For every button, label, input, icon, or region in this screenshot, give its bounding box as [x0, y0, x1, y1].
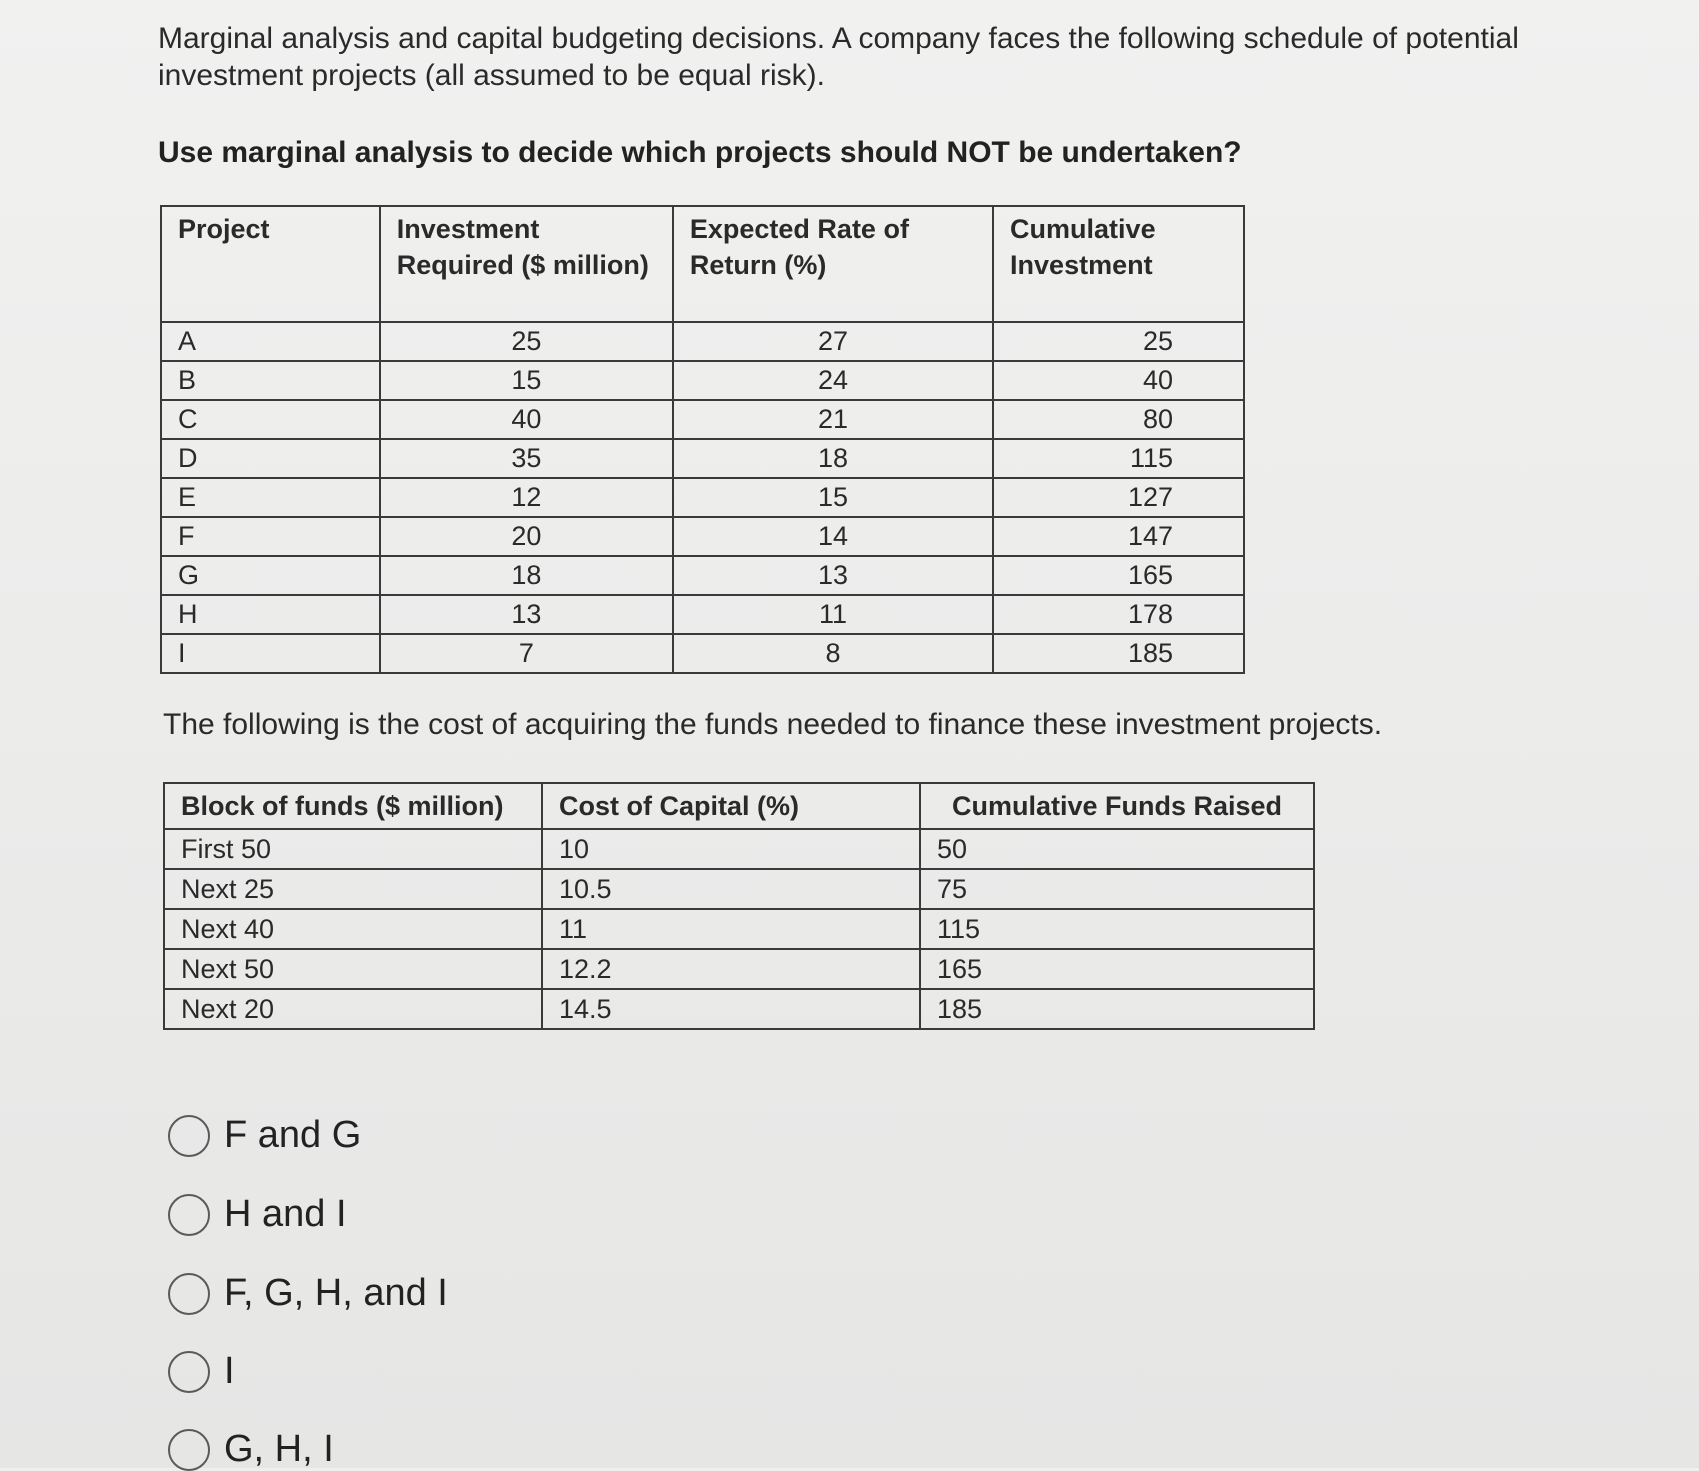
question-text: Use marginal analysis to decide which projects should NOT be undertaken?: [158, 136, 1242, 169]
project-cell: I: [161, 634, 380, 673]
cumulative-funds-cell: 50: [920, 829, 1314, 869]
block-cell: First 50: [164, 829, 542, 869]
return-cell: 21: [673, 400, 993, 439]
project-cell: H: [161, 595, 380, 634]
project-cell: D: [161, 439, 380, 478]
option-label: I: [224, 1350, 235, 1392]
cumulative-cell: 185: [993, 634, 1244, 673]
table-row: [164, 909, 1314, 949]
cumulative-cell: 165: [993, 556, 1244, 595]
project-cell: G: [161, 556, 380, 595]
project-cell: F: [161, 517, 380, 556]
table-row: [164, 949, 1314, 989]
header-block-of-funds: Block of funds ($ million): [164, 783, 542, 829]
table-row: [161, 361, 1244, 400]
option-f-and-g[interactable]: [168, 1114, 361, 1157]
table-row: [164, 869, 1314, 909]
option-label: H and I: [224, 1193, 347, 1235]
block-cell: Next 50: [164, 949, 542, 989]
block-cell: Next 20: [164, 989, 542, 1029]
table-row: [161, 517, 1244, 556]
intro-text: Marginal analysis and capital budgeting decisions. A company faces the following schedule of potential investment projects (all assumed to be equal risk).: [158, 22, 1519, 92]
table-row: [161, 478, 1244, 517]
table-row: [161, 439, 1244, 478]
table-row: [161, 634, 1244, 673]
project-cell: B: [161, 361, 380, 400]
table-row: [164, 989, 1314, 1029]
investment-cell: 12: [380, 478, 673, 517]
cumulative-funds-cell: 115: [920, 909, 1314, 949]
block-cell: Next 40: [164, 909, 542, 949]
header-expected-return: Expected Rate of Return (%): [673, 206, 993, 322]
option-i[interactable]: [168, 1350, 235, 1393]
funds-description: The following is the cost of acquiring the funds needed to finance these investment projects.: [163, 708, 1383, 741]
project-cell: E: [161, 478, 380, 517]
investment-cell: 25: [380, 322, 673, 361]
table-row: [161, 400, 1244, 439]
cost-cell: 10.5: [542, 869, 920, 909]
cumulative-cell: 80: [993, 400, 1244, 439]
block-cell: Next 25: [164, 869, 542, 909]
radio-button[interactable]: [168, 1351, 210, 1393]
cost-cell: 12.2: [542, 949, 920, 989]
investment-cell: 13: [380, 595, 673, 634]
return-cell: 18: [673, 439, 993, 478]
header-cumulative-investment: Cumulative Investment: [993, 206, 1244, 322]
table-row: [161, 322, 1244, 361]
table-row: [161, 595, 1244, 634]
cumulative-funds-cell: 165: [920, 949, 1314, 989]
header-investment-required: Investment Required ($ million): [380, 206, 673, 322]
investment-cell: 15: [380, 361, 673, 400]
cumulative-cell: 40: [993, 361, 1244, 400]
cumulative-cell: 25: [993, 322, 1244, 361]
option-label: F, G, H, and I: [224, 1272, 448, 1314]
option-f-g-h-and-i[interactable]: [168, 1272, 448, 1315]
header-project: Project: [161, 206, 380, 322]
return-cell: 15: [673, 478, 993, 517]
return-cell: 11: [673, 595, 993, 634]
projects-table: [160, 205, 1245, 674]
header-cumulative-funds: Cumulative Funds Raised: [920, 783, 1314, 829]
radio-button[interactable]: [168, 1194, 210, 1236]
project-cell: C: [161, 400, 380, 439]
cumulative-cell: 115: [993, 439, 1244, 478]
investment-cell: 20: [380, 517, 673, 556]
cumulative-funds-cell: 185: [920, 989, 1314, 1029]
return-cell: 8: [673, 634, 993, 673]
cost-cell: 10: [542, 829, 920, 869]
cumulative-cell: 178: [993, 595, 1244, 634]
return-cell: 27: [673, 322, 993, 361]
investment-cell: 18: [380, 556, 673, 595]
option-g-h-i[interactable]: [168, 1428, 334, 1471]
cumulative-funds-cell: 75: [920, 869, 1314, 909]
header-cost-of-capital: Cost of Capital (%): [542, 783, 920, 829]
radio-button[interactable]: [168, 1429, 210, 1471]
option-h-and-i[interactable]: [168, 1193, 347, 1236]
cost-cell: 11: [542, 909, 920, 949]
investment-cell: 40: [380, 400, 673, 439]
table-row: [161, 556, 1244, 595]
cost-cell: 14.5: [542, 989, 920, 1029]
cumulative-cell: 127: [993, 478, 1244, 517]
option-label: G, H, I: [224, 1428, 334, 1470]
investment-cell: 7: [380, 634, 673, 673]
cumulative-cell: 147: [993, 517, 1244, 556]
return-cell: 24: [673, 361, 993, 400]
radio-button[interactable]: [168, 1273, 210, 1315]
projects-header-row: [161, 206, 1244, 322]
project-cell: A: [161, 322, 380, 361]
option-label: F and G: [224, 1114, 362, 1156]
return-cell: 13: [673, 556, 993, 595]
investment-cell: 35: [380, 439, 673, 478]
table-row: [164, 829, 1314, 869]
radio-button[interactable]: [168, 1115, 210, 1157]
funds-table: [163, 782, 1315, 1030]
funds-header-row: [164, 783, 1314, 829]
return-cell: 14: [673, 517, 993, 556]
